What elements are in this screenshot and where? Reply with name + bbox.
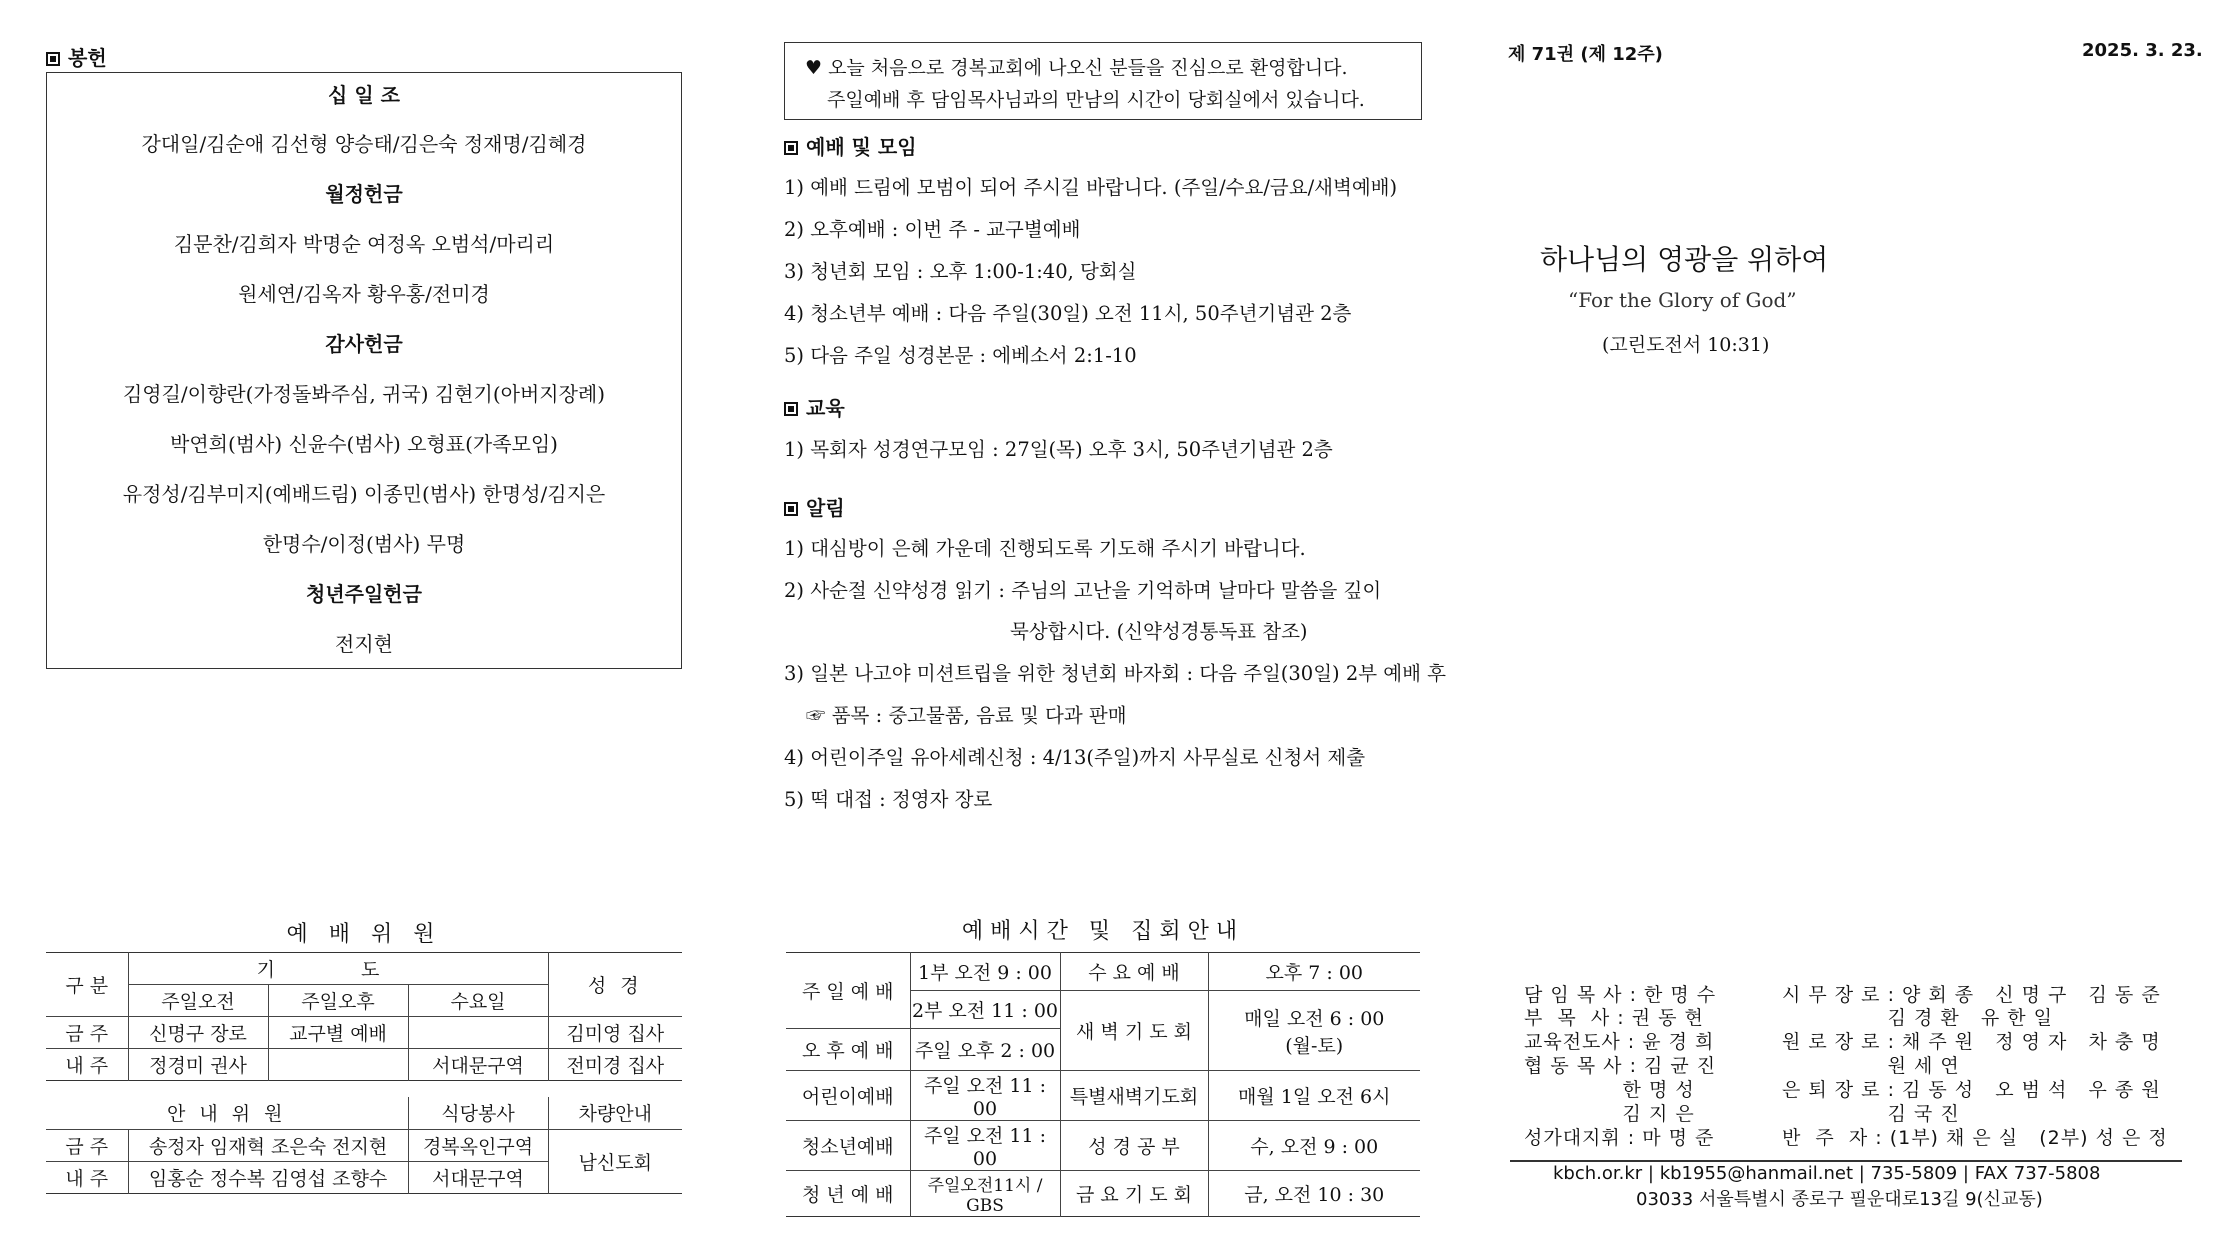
- offering-box: [46, 72, 682, 669]
- offering-category-heading: 감사헌금: [325, 332, 403, 356]
- cell: 임홍순 정수복 김영섭 조향수: [128, 1161, 408, 1193]
- service-time: 주일오전11시 / GBS: [910, 1171, 1060, 1217]
- cell: 교구별 예배: [268, 1017, 408, 1049]
- service-name: 성 경 공 부: [1060, 1121, 1208, 1171]
- offering-names: 한명수/이정(범사) 무명: [262, 532, 466, 556]
- worship-item: 4) 청소년부 예배 : 다음 주일(30일) 오전 11시, 50주년기념관 2층: [784, 302, 1352, 325]
- guide-table: [46, 1097, 682, 1194]
- theme-verse: (고린도전서 10:31): [1602, 334, 1770, 356]
- cell: 경복옥인구역: [408, 1129, 548, 1161]
- footer-address: 03033 서울특별시 종로구 필운대로13길 9(신교동): [1636, 1189, 2043, 1210]
- staff-line: 교육전도사 : 윤 경 희: [1524, 1031, 1715, 1053]
- service-name: 청 년 예 배: [786, 1171, 910, 1217]
- offering-category-heading: 십 일 조: [328, 83, 400, 107]
- footer-rule: [1510, 1160, 2182, 1162]
- staff-line: 부 목 사 : 권 동 현: [1524, 1007, 1704, 1029]
- welcome-box: [784, 42, 1422, 120]
- square-bullet-icon: [784, 141, 798, 155]
- notice-section-title: 알림: [784, 492, 845, 521]
- cell: 남신도회: [578, 1151, 652, 1174]
- notice-item: 2) 사순절 신약성경 읽기 : 주님의 고난을 기억하며 날마다 말씀을 깊이: [784, 579, 1382, 602]
- cell: [268, 1049, 408, 1081]
- worship-item: 2) 오후예배 : 이번 주 - 교구별예배: [784, 218, 1081, 241]
- staff-line: 협 동 목 사 : 김 균 진: [1524, 1055, 1717, 1077]
- service-time: 주일 오후 2 : 00: [910, 1029, 1060, 1071]
- header-wed: 수요일: [408, 985, 548, 1017]
- header-sun-pm: 주일오후: [268, 985, 408, 1017]
- committee-title: 예 배 위 원: [286, 922, 442, 947]
- row-label: 내 주: [46, 1049, 128, 1081]
- elder-line: 반 주 자 : (1부) 채 은 실 (2부) 성 은 정: [1782, 1127, 2168, 1149]
- notice-item: 3) 일본 나고야 미션트립을 위한 청년회 바자회 : 다음 주일(30일) 2부 예배 후: [784, 662, 1447, 685]
- offering-names: 전지현: [335, 632, 393, 656]
- cell: 전미경 집사: [566, 1055, 665, 1077]
- service-name: 주 일 예 배: [786, 953, 910, 1029]
- cell: 송정자 임재혁 조은숙 전지현: [128, 1129, 408, 1161]
- cell: 김미영 집사: [566, 1023, 665, 1045]
- notice-item: 묵상합시다. (신약성경통독표 참조): [1010, 620, 1308, 643]
- cell: 서대문구역: [408, 1049, 548, 1081]
- service-time: 매일 오전 6 : 00 (월-토): [1244, 1007, 1385, 1057]
- cell: 정경미 권사: [128, 1049, 268, 1081]
- worship-section-title: 예배 및 모임: [784, 131, 917, 160]
- header-bible: 성 경: [548, 953, 682, 1017]
- cell: 서대문구역: [408, 1161, 548, 1193]
- service-name: 특별새벽기도회: [1060, 1071, 1208, 1121]
- header-prayer: 기 도: [128, 953, 548, 985]
- elder-line: 시 무 장 로 : 양 회 종 신 명 구 김 동 준: [1782, 984, 2161, 1006]
- square-bullet-icon: [784, 402, 798, 416]
- welcome-line-1: ♥ 오늘 처음으로 경복교회에 나오신 분들을 진심으로 환영합니다.: [805, 57, 1348, 79]
- elder-line: 원 로 장 로 : 채 주 원 정 영 자 차 충 명: [1782, 1031, 2161, 1053]
- offering-section-title: 봉헌: [46, 42, 107, 71]
- service-name: 금 요 기 도 회: [1060, 1171, 1208, 1217]
- offering-names: 박연희(범사) 신윤수(범사) 오형표(가족모임): [170, 432, 558, 456]
- offering-names: 김문찬/김희자 박명순 여정옥 오범석/마리리: [173, 232, 555, 256]
- bulletin-date: 2025. 3. 23.: [2082, 40, 2203, 61]
- notice-item: ☞ 품목 : 중고물품, 음료 및 다과 판매: [806, 704, 1127, 727]
- cell: 신명구 장로: [128, 1017, 268, 1049]
- service-time: 매월 1일 오전 6시: [1238, 1086, 1391, 1108]
- service-time: 수, 오전 9 : 00: [1250, 1136, 1379, 1158]
- elder-line: 김 경 환 유 한 일: [1782, 1007, 2053, 1029]
- square-bullet-icon: [46, 52, 60, 66]
- service-time: 2부 오전 11 : 00: [910, 991, 1060, 1029]
- worship-item: 1) 예배 드림에 모범이 되어 주시길 바랍니다. (주일/수요/금요/새벽예배): [784, 176, 1398, 199]
- worship-item: 5) 다음 주일 성경본문 : 에베소서 2:1-10: [784, 344, 1137, 367]
- offering-names: 원세연/김옥자 황우홍/전미경: [238, 282, 490, 306]
- header-kitchen: 식당봉사: [408, 1097, 548, 1129]
- service-time: 주일 오전 11 : 00: [910, 1071, 1060, 1121]
- square-bullet-icon: [784, 502, 798, 516]
- offering-category-heading: 월정헌금: [325, 182, 403, 206]
- theme-subtitle: “For the Glory of God”: [1568, 288, 1797, 312]
- row-label: 금 주: [46, 1017, 128, 1049]
- notice-item: 4) 어린이주일 유아세례신청 : 4/13(주일)까지 사무실로 신청서 제출: [784, 746, 1366, 769]
- notice-item: 5) 떡 대접 : 정영자 장로: [784, 788, 993, 811]
- service-name: 어린이예배: [786, 1071, 910, 1121]
- elder-line: 김 국 진: [1782, 1103, 1960, 1125]
- staff-line: 김 지 은: [1524, 1103, 1695, 1125]
- service-name: 수 요 예 배: [1060, 953, 1208, 991]
- staff-line: 한 명 성: [1524, 1079, 1695, 1101]
- education-section-title: 교육: [784, 392, 845, 421]
- theme-title: 하나님의 영광을 위하여: [1540, 243, 1829, 276]
- row-label: 금 주: [46, 1129, 128, 1161]
- committee-table: [46, 952, 682, 1081]
- header-guide: 안 내 위 원: [46, 1097, 408, 1129]
- volume-label: 제 71권 (제 12주): [1508, 44, 1663, 65]
- row-label: 내 주: [46, 1161, 128, 1193]
- staff-line: 성가대지휘 : 마 명 준: [1524, 1127, 1715, 1149]
- service-name: 청소년예배: [786, 1121, 910, 1171]
- notice-item: 1) 대심방이 은혜 가운데 진행되도록 기도해 주시기 바랍니다.: [784, 537, 1306, 560]
- footer-contact: kbch.or.kr | kb1955@hanmail.net | 735-5809 | FAX 737-5808: [1553, 1163, 2101, 1184]
- header-sun-am: 주일오전: [128, 985, 268, 1017]
- service-time: 금, 오전 10 : 30: [1244, 1184, 1385, 1206]
- offering-names: 김영길/이향란(가정돌봐주심, 귀국) 김현기(아버지장례): [122, 382, 606, 406]
- schedule-grid: [786, 952, 1420, 1217]
- elder-line: 원 세 연: [1782, 1055, 1960, 1077]
- service-time: 주일 오전 11 : 00: [910, 1121, 1060, 1171]
- worship-item: 3) 청년회 모임 : 오후 1:00-1:40, 당회실: [784, 260, 1137, 283]
- staff-line: 담 임 목 사 : 한 명 수: [1524, 984, 1717, 1006]
- service-time: 1부 오전 9 : 00: [910, 953, 1060, 991]
- cell: [408, 1017, 548, 1049]
- service-name: 새 벽 기 도 회: [1060, 991, 1208, 1071]
- header-parking: 차량안내: [578, 1103, 652, 1126]
- offering-names: 유정성/김부미지(예배드림) 이종민(범사) 한명성/김지은: [122, 482, 606, 506]
- elder-line: 은 퇴 장 로 : 김 동 성 오 범 석 우 종 원: [1782, 1079, 2161, 1101]
- service-time: 오후 7 : 00: [1265, 962, 1363, 984]
- education-item: 1) 목회자 성경연구모임 : 27일(목) 오후 3시, 50주년기념관 2층: [784, 438, 1333, 461]
- schedule-title: 예배시간 및 집회안내: [961, 919, 1245, 944]
- offering-names: 강대일/김순애 김선형 양승태/김은숙 정재명/김혜경: [141, 132, 587, 156]
- offering-category-heading: 청년주일헌금: [306, 582, 422, 606]
- header-gubun: 구 분: [46, 953, 128, 1017]
- service-name: 오 후 예 배: [786, 1029, 910, 1071]
- welcome-line-2: 주일예배 후 담임목사님과의 만남의 시간이 당회실에서 있습니다.: [827, 89, 1365, 111]
